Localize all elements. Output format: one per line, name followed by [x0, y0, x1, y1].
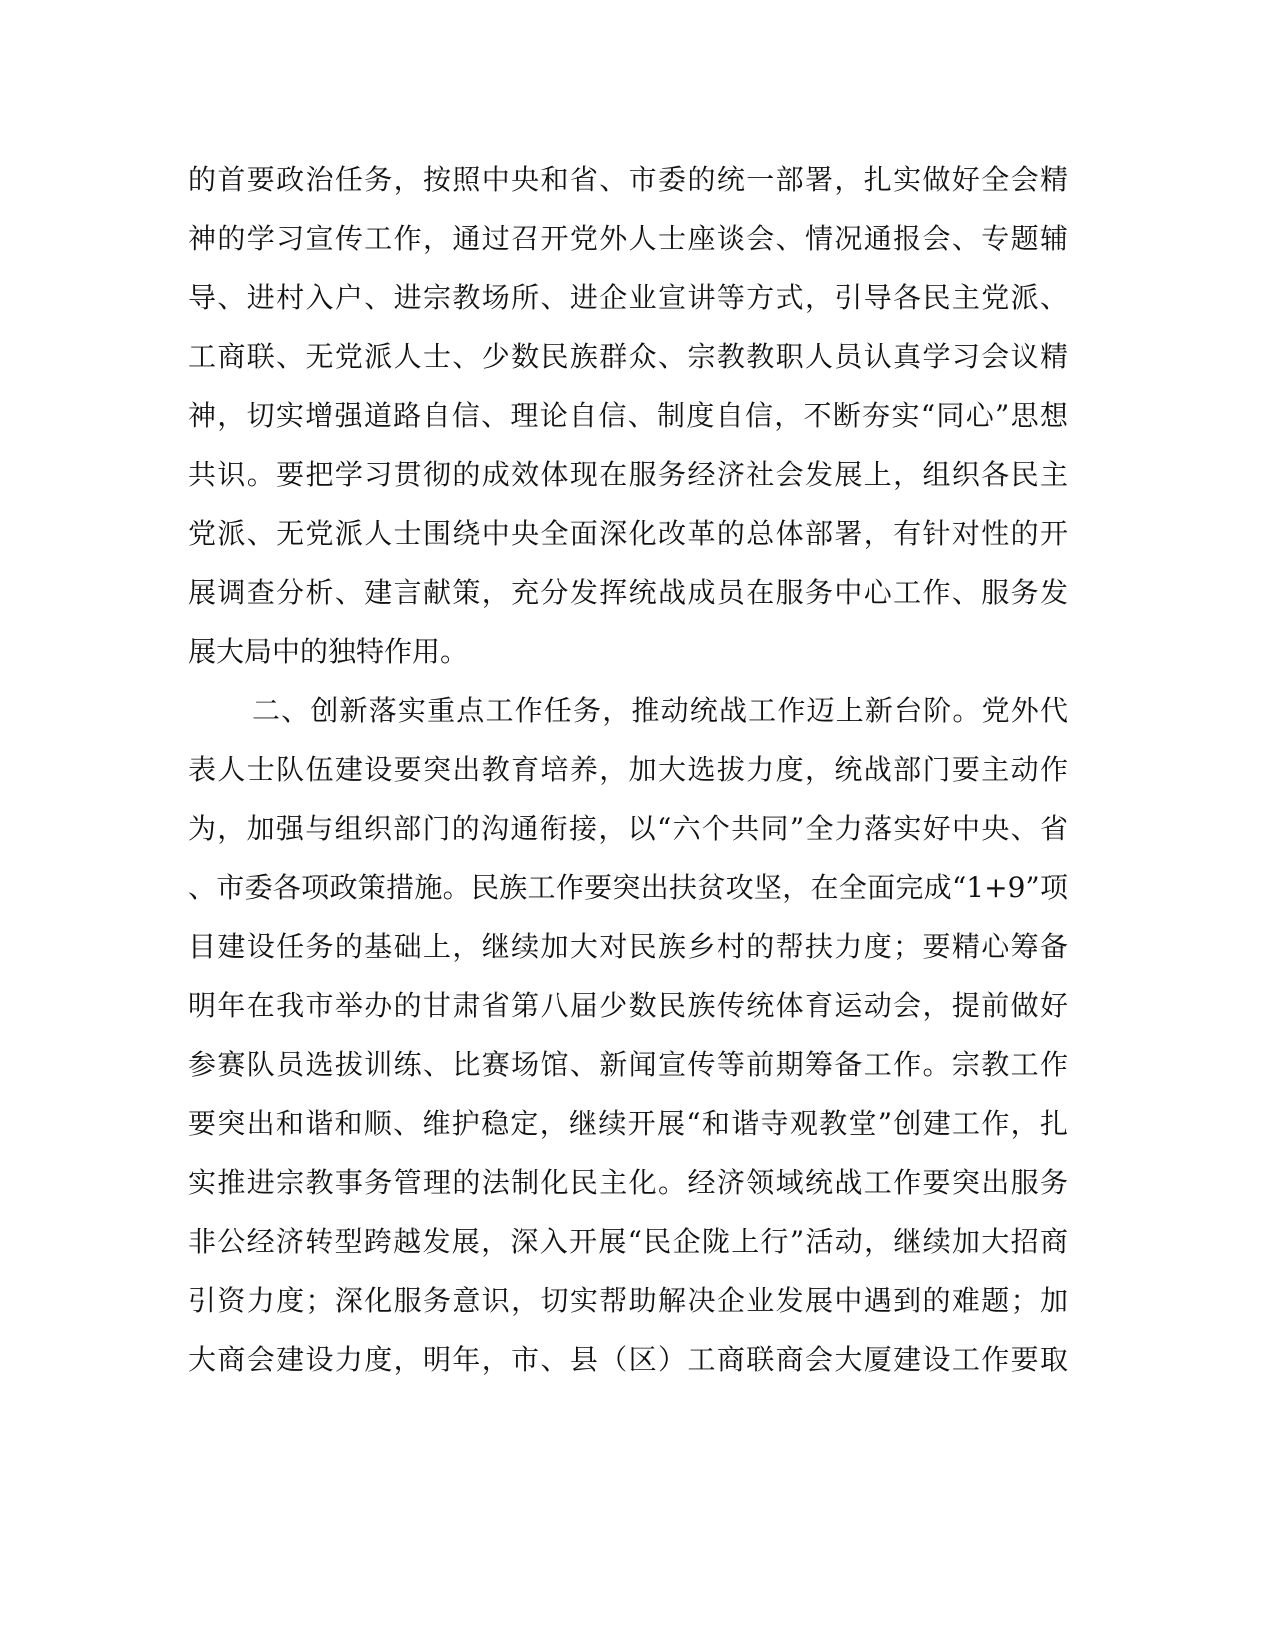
text-line: 参赛队员选拔训练、比赛场馆、新闻宣传等前期筹备工作。宗教工作 [188, 1048, 1068, 1081]
text-line: 明年在我市举办的甘肃省第八届少数民族传统体育运动会，提前做好 [188, 989, 1068, 1022]
text-line: 、市委各项政策措施。民族工作要突出扶贫攻坚，在全面完成“1+9”项 [188, 871, 1068, 904]
text-line: 展调查分析、建言献策，充分发挥统战成员在服务中心工作、服务发 [188, 576, 1068, 609]
text-line: 党派、无党派人士围绕中央全面深化改革的总体部署，有针对性的开 [188, 517, 1068, 550]
text-line: 大商会建设力度，明年，市、县（区）工商联商会大厦建设工作要取 [188, 1343, 1068, 1376]
text-line: 的首要政治任务，按照中央和省、市委的统一部署，扎实做好全会精 [188, 163, 1068, 196]
text-line: 神的学习宣传工作，通过召开党外人士座谈会、情况通报会、专题辅 [188, 222, 1068, 255]
text-line: 神，切实增强道路自信、理论自信、制度自信，不断夯实“同心”思想 [188, 399, 1068, 432]
text-line: 要突出和谐和顺、维护稳定，继续开展“和谐寺观教堂”创建工作，扎 [188, 1107, 1068, 1140]
text-line: 导、进村入户、进宗教场所、进企业宣讲等方式，引导各民主党派、 [188, 281, 1068, 314]
section-heading-line: 二、创新落实重点工作任务，推动统战工作迈上新台阶。党外代 [252, 694, 1068, 727]
text-line: 实推进宗教事务管理的法制化民主化。经济领域统战工作要突出服务 [188, 1166, 1068, 1199]
text-line: 展大局中的独特作用。 [188, 635, 469, 668]
text-line: 目建设任务的基础上，继续加大对民族乡村的帮扶力度；要精心筹备 [188, 930, 1068, 963]
text-line: 为，加强与组织部门的沟通衔接，以“六个共同”全力落实好中央、省 [188, 812, 1068, 845]
text-line: 引资力度；深化服务意识，切实帮助解决企业发展中遇到的难题；加 [188, 1284, 1068, 1317]
text-line: 表人士队伍建设要突出教育培养，加大选拔力度，统战部门要主动作 [188, 753, 1068, 786]
text-line: 非公经济转型跨越发展，深入开展“民企陇上行”活动，继续加大招商 [188, 1225, 1068, 1258]
text-line: 共识。要把学习贯彻的成效体现在服务经济社会发展上，组织各民主 [188, 458, 1068, 491]
text-line: 工商联、无党派人士、少数民族群众、宗教教职人员认真学习会议精 [188, 340, 1068, 373]
